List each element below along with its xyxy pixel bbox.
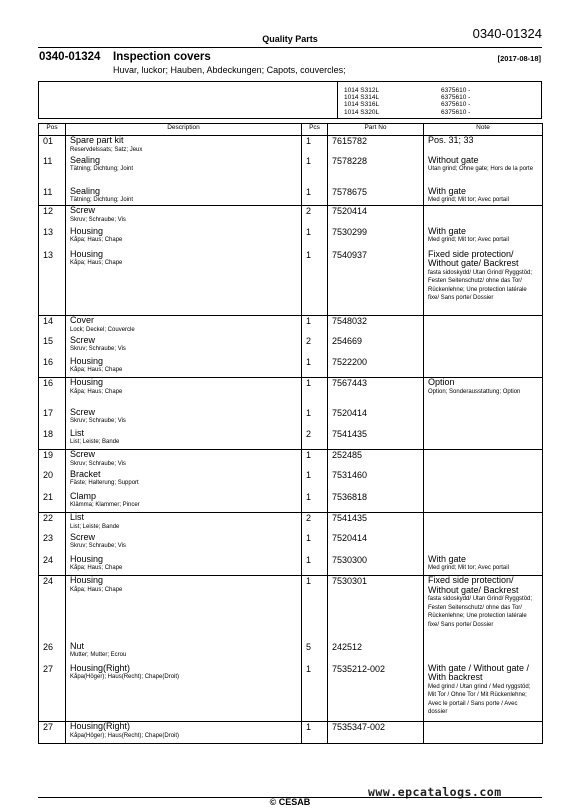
part-translations: List; Leiste; Bande bbox=[70, 439, 120, 445]
cell-note bbox=[424, 429, 543, 450]
cell-note bbox=[424, 187, 543, 206]
cell-description bbox=[66, 156, 302, 187]
part-translations: Kåpa; Haus; Chape bbox=[70, 586, 123, 593]
part-translations: Klämma; Klammer; Pincer bbox=[70, 502, 140, 508]
table-row bbox=[39, 156, 543, 187]
part-translations: Kåpa; Haus; Chape bbox=[70, 367, 123, 373]
cell-note bbox=[424, 316, 543, 336]
cell-pos: 21 bbox=[39, 492, 66, 513]
cell-pos: 24 bbox=[39, 576, 66, 642]
cell-pcs: 1 bbox=[302, 664, 328, 722]
cell-pcs: 1 bbox=[302, 250, 328, 316]
cell-pcs: 2 bbox=[302, 513, 328, 533]
table-row bbox=[39, 642, 543, 664]
cell-pos: 23 bbox=[39, 533, 66, 555]
table-row bbox=[39, 533, 543, 555]
part-name: Clamp bbox=[70, 491, 97, 501]
cell-pcs: 1 bbox=[302, 156, 328, 187]
cell-pos: 14 bbox=[39, 316, 66, 336]
cell-pcs: 1 bbox=[302, 555, 328, 576]
note-text: Pos. 31; 33 bbox=[428, 135, 474, 145]
cell-pcs: 1 bbox=[302, 722, 328, 744]
cell-note bbox=[424, 357, 543, 378]
table-header-row bbox=[39, 124, 543, 136]
note-text: With gate bbox=[428, 186, 467, 196]
model-info-box bbox=[38, 81, 542, 119]
cell-pcs: 2 bbox=[302, 206, 328, 227]
cell-description bbox=[66, 316, 302, 336]
table-row bbox=[39, 336, 543, 357]
cell-note bbox=[424, 470, 543, 492]
cell-part-no: 7531460 bbox=[328, 470, 424, 492]
column-header-pcs: Pcs bbox=[302, 124, 328, 136]
cell-pos: 01 bbox=[39, 136, 66, 156]
cell-pos: 11 bbox=[39, 156, 66, 187]
document-date: [2017-08-18] bbox=[497, 54, 541, 63]
cell-pos: 27 bbox=[39, 664, 66, 722]
part-name: Screw bbox=[70, 205, 96, 215]
part-translations: Kåpa; Haus; Chape bbox=[70, 388, 123, 395]
table-row bbox=[39, 429, 543, 450]
cell-description bbox=[66, 533, 302, 555]
part-translations: Lock; Deckel; Couvercle bbox=[70, 326, 135, 333]
cell-description bbox=[66, 408, 302, 429]
cell-pos: 20 bbox=[39, 470, 66, 492]
part-name: Screw bbox=[70, 407, 96, 417]
cell-pos: 15 bbox=[39, 336, 66, 357]
note-text: With gate bbox=[428, 554, 467, 564]
part-translations: Tätning; Dichtung; Joint bbox=[70, 197, 134, 203]
cell-pcs: 5 bbox=[302, 642, 328, 664]
cell-pos: 13 bbox=[39, 227, 66, 250]
cesab-logo: © CESAB bbox=[269, 797, 311, 807]
table-row bbox=[39, 576, 543, 642]
cell-note bbox=[424, 450, 543, 470]
cell-note bbox=[424, 336, 543, 357]
part-name: Housing bbox=[70, 554, 104, 564]
cell-part-no: 254669 bbox=[328, 336, 424, 357]
cell-part-no: 7548032 bbox=[328, 316, 424, 336]
part-name: Nut bbox=[70, 641, 85, 651]
cell-pos: 13 bbox=[39, 250, 66, 316]
cell-pcs: 1 bbox=[302, 492, 328, 513]
table-row bbox=[39, 492, 543, 513]
cell-note bbox=[424, 513, 543, 533]
part-name: Sealing bbox=[70, 155, 101, 165]
note-translations: Utan grind; Ohne gate; Hors de la porte bbox=[428, 166, 534, 172]
part-name: Housing(Right) bbox=[70, 663, 131, 673]
note-text: Without gate bbox=[428, 155, 479, 165]
cell-pcs: 2 bbox=[302, 429, 328, 450]
cell-description bbox=[66, 227, 302, 250]
cell-part-no: 7535347-002 bbox=[328, 722, 424, 744]
part-name: Housing bbox=[70, 377, 104, 387]
cell-part-no: 7530299 bbox=[328, 227, 424, 250]
cell-description bbox=[66, 470, 302, 492]
cell-note bbox=[424, 722, 543, 744]
model-name: 1014 S316L bbox=[344, 101, 380, 109]
table-row bbox=[39, 513, 543, 533]
cell-pos: 12 bbox=[39, 206, 66, 227]
cell-part-no: 7520414 bbox=[328, 408, 424, 429]
note-translations: fasta sidoskydd/ Utan Grind/ Ryggstöd; Festen Seitenschutz/ ohne das Tor/ Rückenlehne; Une protection latérale fixe/ Sans porte/ Dossier bbox=[428, 596, 533, 628]
table-row bbox=[39, 227, 543, 250]
document-title: Inspection covers bbox=[113, 51, 211, 63]
cell-part-no: 7520414 bbox=[328, 533, 424, 555]
cell-part-no: 7520414 bbox=[328, 206, 424, 227]
model-name: 1014 S312L bbox=[344, 87, 380, 94]
note-translations: Med grind; Mit tor; Avec portail bbox=[428, 197, 509, 203]
cell-part-no: 7567443 bbox=[328, 378, 424, 408]
cell-pos: 16 bbox=[39, 378, 66, 408]
model-list bbox=[344, 87, 379, 116]
part-translations: Reservdelssats; Satz; Jeux bbox=[70, 146, 143, 153]
cell-description bbox=[66, 642, 302, 664]
serial-range: 6375610 - bbox=[441, 101, 471, 109]
cell-description bbox=[66, 722, 302, 744]
cell-note bbox=[424, 408, 543, 429]
part-translations: Kåpa; Haus; Chape bbox=[70, 260, 123, 266]
cell-part-no: 7578228 bbox=[328, 156, 424, 187]
part-name: List bbox=[70, 512, 85, 522]
column-header-pos: Pos bbox=[39, 124, 66, 136]
table-row bbox=[39, 408, 543, 429]
part-translations: Mutter; Mutter; Ecrou bbox=[70, 652, 127, 658]
cell-pcs: 1 bbox=[302, 408, 328, 429]
part-translations: Kåpa(Höger); Haus(Recht); Chape(Droit) bbox=[70, 732, 180, 739]
note-translations: Med grind; Mit tor; Avec portail bbox=[428, 237, 509, 243]
serial-list bbox=[441, 87, 470, 116]
note-translations: Option; Sonderausstattung; Option bbox=[428, 388, 521, 395]
part-translations: Kåpa(Höger); Haus(Recht); Chape(Droit) bbox=[70, 674, 180, 680]
cell-pcs: 1 bbox=[302, 187, 328, 206]
cell-part-no: 7578675 bbox=[328, 187, 424, 206]
table-row bbox=[39, 250, 543, 316]
cell-part-no: 7541435 bbox=[328, 513, 424, 533]
cell-description bbox=[66, 664, 302, 722]
cell-part-no: 252485 bbox=[328, 450, 424, 470]
part-translations: List; Leiste; Bande bbox=[70, 523, 120, 530]
part-translations: Skruv; Schraube; Vis bbox=[70, 543, 126, 549]
part-name: Housing bbox=[70, 356, 104, 366]
parts-table-body bbox=[39, 136, 543, 744]
document-subtitle: Huvar, luckor; Hauben, Abdeckungen; Capots, couvercles; bbox=[113, 65, 346, 75]
cell-part-no: 242512 bbox=[328, 642, 424, 664]
cell-note bbox=[424, 664, 543, 722]
cell-note bbox=[424, 378, 543, 408]
cell-pcs: 1 bbox=[302, 470, 328, 492]
part-translations: Kåpa; Haus; Chape bbox=[70, 237, 123, 243]
cell-pcs: 1 bbox=[302, 378, 328, 408]
part-name: Housing(Right) bbox=[70, 721, 131, 731]
part-name: Housing bbox=[70, 575, 104, 585]
part-translations: Kåpa; Haus; Chape bbox=[70, 565, 123, 571]
part-name: Sealing bbox=[70, 186, 101, 196]
cell-pos: 19 bbox=[39, 450, 66, 470]
column-header-part-no: Part No bbox=[328, 124, 424, 136]
cell-pcs: 1 bbox=[302, 576, 328, 642]
cell-pcs: 1 bbox=[302, 450, 328, 470]
part-translations: Skruv; Schraube; Vis bbox=[70, 460, 126, 467]
cell-part-no: 7540937 bbox=[328, 250, 424, 316]
cell-pos: 17 bbox=[39, 408, 66, 429]
table-row bbox=[39, 206, 543, 227]
cell-part-no: 7530301 bbox=[328, 576, 424, 642]
cell-note bbox=[424, 642, 543, 664]
part-translations: Skruv; Schraube; Vis bbox=[70, 346, 126, 352]
part-name: Spare part kit bbox=[70, 135, 124, 145]
part-name: Cover bbox=[70, 315, 95, 325]
note-translations: Med grind; Mit tor; Avec portail bbox=[428, 565, 509, 571]
cell-note bbox=[424, 492, 543, 513]
part-name: Bracket bbox=[70, 469, 101, 479]
cell-note bbox=[424, 250, 543, 316]
serial-range: 6375610 - bbox=[441, 87, 471, 94]
cell-part-no: 7522200 bbox=[328, 357, 424, 378]
table-row bbox=[39, 316, 543, 336]
cell-description bbox=[66, 357, 302, 378]
watermark: www.epcatalogs.com bbox=[368, 785, 502, 799]
table-row bbox=[39, 555, 543, 576]
part-name: Screw bbox=[70, 532, 96, 542]
note-text: Fixed side protection/ Without gate/ Backrest bbox=[428, 249, 519, 268]
cell-pcs: 2 bbox=[302, 336, 328, 357]
cell-description bbox=[66, 555, 302, 576]
cell-note bbox=[424, 576, 543, 642]
note-text: Option bbox=[428, 377, 455, 387]
model-name: 1014 S314L bbox=[344, 94, 380, 102]
cell-pos: 22 bbox=[39, 513, 66, 533]
document-number: 0340-01324 bbox=[39, 51, 101, 63]
cell-pcs: 1 bbox=[302, 136, 328, 156]
cell-pcs: 1 bbox=[302, 227, 328, 250]
note-text: Fixed side protection/ Without gate/ Backrest bbox=[428, 575, 519, 595]
cell-pcs: 1 bbox=[302, 316, 328, 336]
cell-description bbox=[66, 450, 302, 470]
header-code: 0340-01324 bbox=[472, 26, 542, 41]
table-row bbox=[39, 450, 543, 470]
cell-pos: 24 bbox=[39, 555, 66, 576]
note-translations: fasta sidoskydd/ Utan Grind/ Ryggstöd; Festen Seitenschutz/ ohne das Tor/ Rückenlehne; Une protection latérale fixe/ Sans porte/ Dossier bbox=[428, 269, 533, 301]
cell-note bbox=[424, 156, 543, 187]
cell-description bbox=[66, 187, 302, 206]
cell-description bbox=[66, 336, 302, 357]
cell-description bbox=[66, 250, 302, 316]
cell-pos: 27 bbox=[39, 722, 66, 744]
parts-table bbox=[38, 123, 543, 744]
cell-description bbox=[66, 576, 302, 642]
table-row bbox=[39, 470, 543, 492]
cell-description bbox=[66, 492, 302, 513]
cell-part-no: 7535212-002 bbox=[328, 664, 424, 722]
cell-description bbox=[66, 206, 302, 227]
cell-description bbox=[66, 378, 302, 408]
cell-note bbox=[424, 227, 543, 250]
cell-part-no: 7536818 bbox=[328, 492, 424, 513]
cell-description bbox=[66, 513, 302, 533]
part-translations: Skruv; Schraube; Vis bbox=[70, 216, 126, 223]
cell-pos: 26 bbox=[39, 642, 66, 664]
column-header-note: Note bbox=[424, 124, 543, 136]
cell-pos: 16 bbox=[39, 357, 66, 378]
cell-pcs: 1 bbox=[302, 533, 328, 555]
cell-description bbox=[66, 136, 302, 156]
part-translations: Skruv; Schraube; Vis bbox=[70, 418, 126, 424]
cell-note bbox=[424, 136, 543, 156]
table-row bbox=[39, 187, 543, 206]
note-text: With gate / Without gate / With backrest bbox=[428, 663, 530, 682]
header-rule bbox=[38, 47, 542, 48]
cell-pos: 11 bbox=[39, 187, 66, 206]
table-row bbox=[39, 136, 543, 156]
part-translations: Tätning; Dichtung; Joint bbox=[70, 166, 134, 172]
table-row bbox=[39, 378, 543, 408]
part-name: List bbox=[70, 428, 85, 438]
part-name: Housing bbox=[70, 249, 104, 259]
table-row bbox=[39, 664, 543, 722]
model-name: 1014 S320L bbox=[344, 108, 380, 116]
part-name: Housing bbox=[70, 226, 104, 236]
cell-note bbox=[424, 206, 543, 227]
note-translations: Med grind / Utan grind / Med ryggstöd; Mit Tor / Ohne Tor / Mit Rückenlehne; Avec le portail / Sans porte / Avec dossier bbox=[428, 683, 531, 715]
part-name: Screw bbox=[70, 335, 96, 345]
part-name: Screw bbox=[70, 449, 96, 459]
column-header-description: Description bbox=[66, 124, 302, 136]
cell-part-no: 7530300 bbox=[328, 555, 424, 576]
note-text: With gate bbox=[428, 226, 467, 236]
cell-pos: 18 bbox=[39, 429, 66, 450]
serial-range: 6375610 - bbox=[441, 108, 471, 116]
cell-part-no: 7541435 bbox=[328, 429, 424, 450]
cell-description bbox=[66, 429, 302, 450]
cell-part-no: 7615782 bbox=[328, 136, 424, 156]
table-row bbox=[39, 357, 543, 378]
cell-pcs: 1 bbox=[302, 357, 328, 378]
cell-note bbox=[424, 533, 543, 555]
table-row bbox=[39, 722, 543, 744]
section-title: Quality Parts bbox=[262, 34, 318, 44]
serial-range: 6375610 - bbox=[441, 94, 471, 102]
model-info-divider bbox=[337, 82, 338, 118]
cell-note bbox=[424, 555, 543, 576]
part-translations: Fäste; Halterung; Support bbox=[70, 480, 139, 486]
